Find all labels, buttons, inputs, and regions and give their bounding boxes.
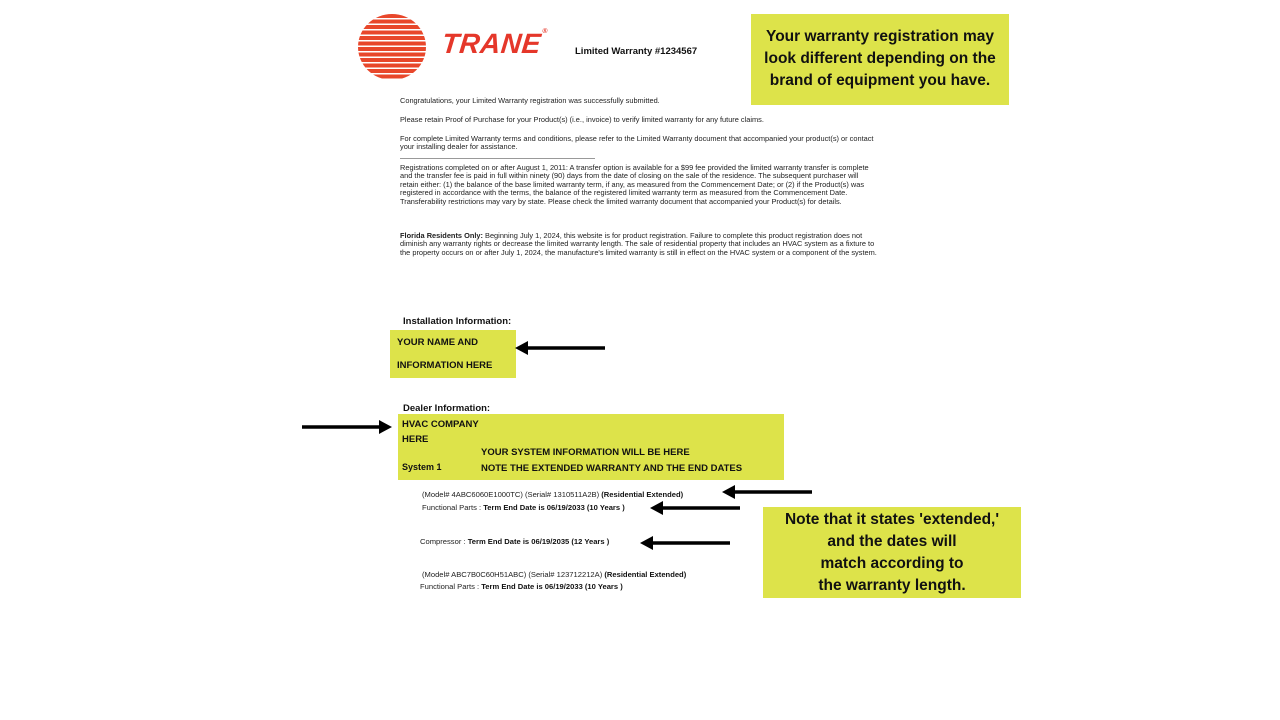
dealer-company-line: HERE: [402, 434, 429, 445]
extended-warranty-callout: [763, 507, 1021, 598]
installation-label: Installation Information:: [403, 316, 512, 327]
brand-difference-callout: [751, 14, 1009, 105]
system-note: YOUR SYSTEM INFORMATION WILL BE HERE: [481, 447, 690, 458]
callout-line: Note that it states 'extended,': [784, 511, 1000, 528]
warranty-title: Limited Warranty #1234567: [575, 46, 698, 57]
system-model-line: (Model# 4ABC6060E1000TC) (Serial# 1310511A2B) (Residential Extended): [422, 490, 684, 499]
dealer-info-highlight: [398, 414, 784, 480]
brand-logo: TRANE®: [440, 28, 549, 59]
callout-line: Your warranty registration may: [766, 28, 994, 45]
system-term-line: Compressor : Term End Date is 06/19/2035 (12 Years ): [420, 537, 610, 546]
trane-logo-circle-icon: [358, 14, 426, 80]
callout-line: and the dates will: [827, 533, 957, 550]
arrow-left-icon: [640, 535, 732, 551]
system-label: System 1: [402, 462, 442, 472]
florida-label: Florida Residents Only:: [400, 231, 483, 240]
system-model-line: (Model# ABC7B0C60H51ABC) (Serial# 123712212A) (Residential Extended): [422, 570, 687, 579]
transfer-text: Registrations completed on or after August 1, 2011: A transfer option is available for a $99 fee provided the limited warranty transfer is complete and the transfer fee is paid in full within ninety (90) days from the date of closing on the sale of the residence. The subsequent purchaser will retain either: (1) the balance of the base limited warranty term, if any, as measured from the Commencement Date; or (2) if the Product(s) was registered in accordance with the terms, the balance of the registered limited warranty term as measured from the Commencement Date. Transferability restrictions may vary by state. Please check the limited warranty document that accompanied your Product(s) for details.: [400, 163, 869, 206]
arrow-right-icon: [302, 419, 394, 435]
arrow-left-icon: [650, 500, 742, 516]
system-term-line: Functional Parts : Term End Date is 06/19/2033 (10 Years ): [422, 503, 625, 512]
arrow-left-icon: [722, 484, 814, 500]
dealer-label: Dealer Information:: [403, 403, 491, 414]
installation-line: YOUR NAME AND: [397, 337, 478, 348]
confirmation-text: Congratulations, your Limited Warranty registration was successfully submitted.: [400, 96, 660, 105]
callout-line: the warranty length.: [818, 577, 966, 594]
callout-line: look different depending on the: [764, 50, 996, 67]
system-note: NOTE THE EXTENDED WARRANTY AND THE END DATES: [481, 463, 743, 474]
callout-line: match according to: [820, 555, 964, 572]
installation-line: INFORMATION HERE: [397, 360, 493, 371]
system-term-line: Functional Parts : Term End Date is 06/19/2033 (10 Years ): [420, 582, 623, 591]
dealer-company-line: HVAC COMPANY: [402, 419, 479, 430]
proof-of-purchase-text: Please retain Proof of Purchase for your Product(s) (i.e., invoice) to verify limited warranty for any future claims.: [400, 115, 764, 124]
divider: [400, 158, 595, 159]
florida-notice: [400, 232, 878, 257]
callout-line: brand of equipment you have.: [769, 72, 991, 89]
installation-info-highlight: [390, 330, 516, 378]
florida-text: Beginning July 1, 2024, this website is for product registration. Failure to complete this product registration does not diminish any warranty rights or decrease the limited warranty length. The sale of residential property that includes an HVAC system as a fixture to the property occurs on or after July 1, 2024, the manufacture's limited warranty is still in effect on the HVAC system or a component of the system.: [400, 231, 877, 257]
terms-text: For complete Limited Warranty terms and conditions, please refer to the Limited Warranty document that accompanied your product(s) or contact your installing dealer for assistance.: [400, 134, 874, 152]
arrow-left-icon: [515, 340, 607, 356]
